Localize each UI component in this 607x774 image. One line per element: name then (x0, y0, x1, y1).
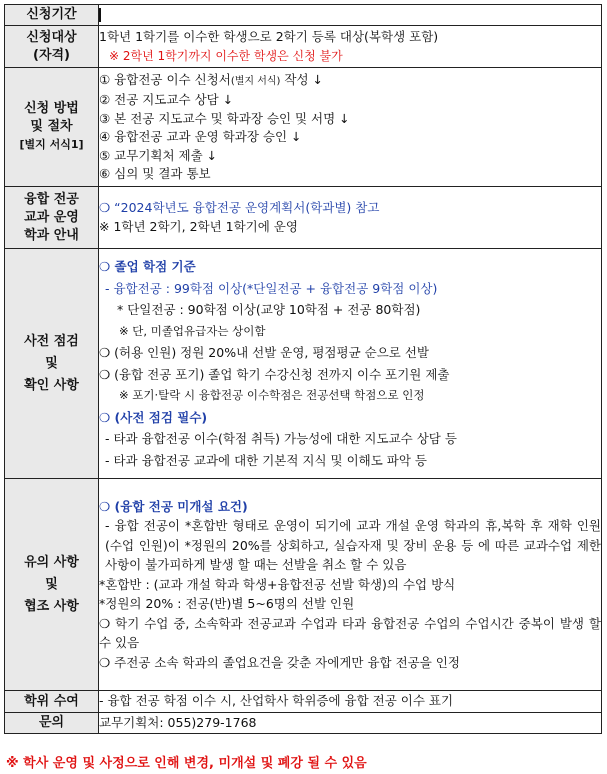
text-cursor (99, 8, 101, 22)
check-item: * 단일전공 : 90학점 이상(교양 10학점 + 전공 80학점) (117, 302, 421, 317)
footer-note: ※ 학사 운영 및 사정으로 인해 변경, 미개설 및 폐강 될 수 있음 (6, 756, 367, 771)
check-row (5, 249, 602, 479)
check-item: - 타과 융합전공 교과에 대한 기본적 지식 및 이해도 파악 등 (105, 452, 427, 468)
contact-row (5, 713, 602, 734)
check-item: ※ 포기·탈락 시 융합전공 이수학점은 전공선택 학점으로 인정 (119, 388, 425, 402)
method-step: ② 전공 지도교수 상담 ↓ (99, 92, 234, 107)
target-content (99, 26, 602, 68)
notes-item: ❍ 주전공 소속 학과의 졸업요건을 갖춘 자에게만 융합 전공을 인정 (99, 654, 460, 670)
notes-label: 유의 사항 및 협조 사항 (5, 479, 99, 691)
target-note: ※ 2학년 1학기까지 이수한 학생은 신청 불가 (109, 48, 343, 63)
check-item: ❍ (융합 전공 포기) 졸업 학기 수강신청 전까지 이수 포기원 제출 (99, 366, 450, 382)
check-label: 사전 점검 및 확인 사항 (5, 249, 99, 479)
method-step: ① 융합전공 이수 신청서(별지 서식) 작성 ↓ (99, 71, 324, 87)
period-label: 신청기간 (5, 5, 99, 26)
guide-note: ※ 1학년 2학기, 2학년 1학기에 운영 (99, 218, 298, 234)
method-label: 신청 방법 및 절차 [별지 서식1] (5, 68, 99, 187)
check-item: ❍ 졸업 학점 기준 (99, 259, 196, 274)
notes-row (5, 479, 602, 691)
notes-item: *혼합반 : (교과 개설 학과 학생+융합전공 선발 학생)의 수업 방식 (99, 576, 456, 592)
check-item: - 융합전공 : 99학점 이상(*단일전공 + 융합전공 9학점 이상) (105, 280, 438, 296)
degree-label: 학위 수여 (5, 691, 99, 713)
guide-content (99, 187, 602, 249)
method-step: ⑤ 교무기획처 제출 ↓ (99, 147, 218, 163)
method-step: ③ 본 전공 지도교수 및 학과장 승인 및 서명 ↓ (99, 110, 350, 126)
guide-row (5, 187, 602, 249)
method-step: ⑥ 심의 및 결과 통보 (99, 166, 211, 181)
period-row (5, 5, 602, 26)
method-row (5, 68, 602, 187)
target-row (5, 26, 602, 68)
notes-item: *정원의 20% : 전공(반)별 5~6명의 선발 인원 (99, 596, 355, 612)
contact-text: 교무기획처: 055)279-1768 (99, 713, 602, 734)
application-info-table (4, 4, 602, 734)
degree-text: - 융합 전공 학점 이수 시, 산업학사 학위증에 융합 전공 이수 표기 (99, 691, 602, 713)
notes-item: ❍ (융합 전공 미개설 요건) (99, 498, 248, 514)
check-item: ※ 단, 미졸업유급자는 상이함 (119, 323, 266, 338)
target-label: 신청대상 (자격) (5, 26, 99, 68)
contact-label: 문의 (5, 713, 99, 734)
guide-line: ❍ “2024학년도 융합전공 운영계획서(학과별) 참고 (99, 200, 380, 215)
check-content (99, 249, 602, 479)
degree-row (5, 691, 602, 713)
method-steps (99, 68, 602, 187)
notes-content (99, 479, 602, 691)
notes-item: ❍ 학기 수업 중, 소속학과 전공교과 수업과 타과 융합전공 수업의 수업시간 중복이 발생 할 수 있음 (99, 615, 601, 651)
check-item: ❍ (사전 점검 필수) (99, 409, 208, 425)
period-value[interactable] (99, 5, 602, 26)
guide-label: 융합 전공 교과 운영 학과 안내 (5, 187, 99, 249)
check-item: - 타과 융합전공 이수(학점 취득) 가능성에 대한 지도교수 상담 등 (105, 431, 457, 446)
check-item: ❍ (허용 인원) 정원 20%내 선발 운영, 평점평균 순으로 선발 (99, 345, 429, 360)
notes-item: - 융합 전공이 *혼합반 형태로 운영이 되기에 교과 개설 운영 학과의 휴,복학 후 재학 인원(수업 인원)이 *정원의 20%를 상회하고, 실습자재 및 장비 운용 등 에 따른 교과수업 제한사항이 불가피하게 발생 할 때는 선발을 취소 할 수 있음 (105, 518, 601, 573)
target-line: 1학년 1학기를 이수한 학생으로 2학기 등록 대상(복학생 포함) (99, 29, 439, 44)
method-step: ④ 융합전공 교과 운영 학과장 승인 ↓ (99, 129, 302, 144)
